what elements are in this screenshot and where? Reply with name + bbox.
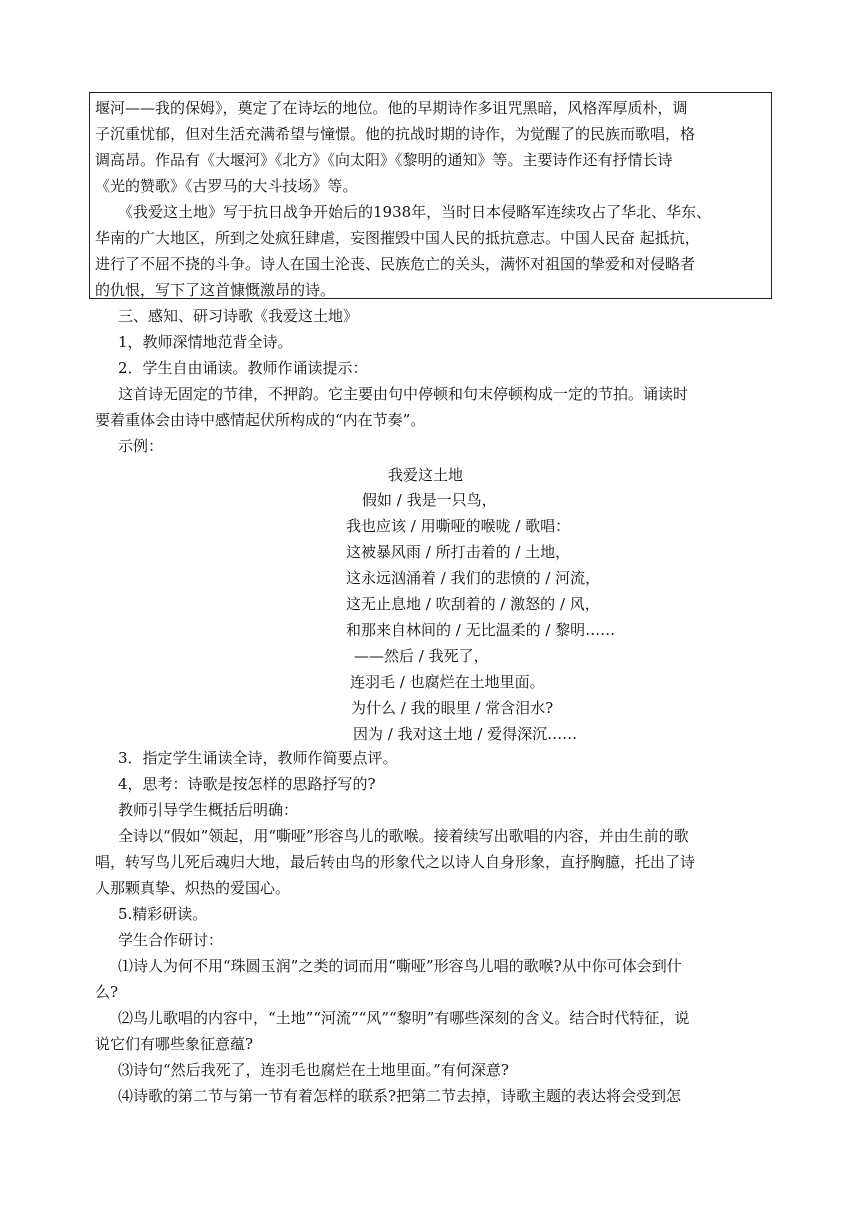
answer-line-3: 人那颗真挚、炽热的爱国心。 xyxy=(95,879,291,897)
intro-line-8: 的仇恨，写下了这首慷慨激昂的诗。 xyxy=(95,281,336,299)
poem-line: 这被暴风雨 / 所打击着的 / 土地， xyxy=(346,543,571,561)
teacher-guide: 教师引导学生概括后明确： xyxy=(118,801,299,819)
question-2-line-1: ⑵鸟儿歌唱的内容中，“土地”“河流”“风”“黎明”有哪些深刻的含义。结合时代特征，说 xyxy=(118,1009,690,1027)
intro-line-5: 《我爱这土地》写于抗日战争开始后的1938年，当时日本侵略军连续攻占了华北、华东、 xyxy=(118,203,712,221)
intro-line-3: 调高昂。作品有《大堰河》《北方》《向太阳》《黎明的通知》等。主要诗作还有抒情长诗 xyxy=(95,151,673,169)
step-5: 5.精彩研读。 xyxy=(118,905,208,923)
intro-line-7: 进行了不屈不挠的斗争。诗人在国土沦丧、民族危亡的关头，满怀对祖国的挚爱和对侵略者 xyxy=(95,255,696,273)
section-heading: 三、感知、研习诗歌《我爱这土地》 xyxy=(118,307,359,325)
poem-line: 我也应该 / 用嘶哑的喉咙 / 歌唱： xyxy=(346,517,571,535)
poem-line: 因为 / 我对这土地 / 爱得深沉…… xyxy=(353,725,578,743)
question-1-line-1: ⑴诗人为何不用“珠圆玉润”之类的词而用“嘶哑”形容鸟儿唱的歌喉?从中你可体会到什 xyxy=(118,957,682,975)
step-2: 2．学生自由诵读。教师作诵读提示： xyxy=(118,359,368,377)
poem-line: 为什么 / 我的眼里 / 常含泪水? xyxy=(351,699,554,717)
question-4: ⑷诗歌的第二节与第一节有着怎样的联系?把第二节去掉，诗歌主题的表达将会受到怎 xyxy=(118,1087,682,1105)
example-label: 示例： xyxy=(118,437,164,455)
question-2-line-2: 说它们有哪些象征意蕴? xyxy=(95,1035,254,1053)
cooperation-label: 学生合作研讨： xyxy=(118,931,224,949)
poem-line: 和那来自林间的 / 无比温柔的 / 黎明…… xyxy=(346,621,616,639)
intro-line-6: 华南的广大地区，所到之处疯狂肆虐，妄图摧毁中国人民的抵抗意志。中国人民奋 起抵抗， xyxy=(95,229,700,247)
question-1-line-2: 么? xyxy=(95,983,119,1001)
poem-line: ——然后 / 我死了， xyxy=(354,647,489,665)
poem-line: 这永远汹涌着 / 我们的悲愤的 / 河流， xyxy=(346,569,601,587)
poem-line: 这无止息地 / 吹刮着的 / 激怒的 / 风， xyxy=(346,595,600,613)
intro-line-1: 堰河——我的保姆》，奠定了在诗坛的地位。他的早期诗作多诅咒黑暗，风格浑厚质朴，调 xyxy=(95,99,688,117)
answer-line-1: 全诗以“假如”领起，用“嘶哑”形容鸟儿的歌喉。接着续写出歌唱的内容，并由生前的歌 xyxy=(118,827,689,845)
intro-line-2: 子沉重忧郁，但对生活充满希望与憧憬。他的抗战时期的诗作，为觉醒了的民族而歌唱，格 xyxy=(95,125,696,143)
step-3: 3．指定学生诵读全诗，教师作简要点评。 xyxy=(118,749,398,767)
reading-tip-2: 要着重体会由诗中感情起伏所构成的“内在节奏”。 xyxy=(95,411,426,429)
poem-line: 假如 / 我是一只鸟， xyxy=(362,491,497,509)
poem-title: 我爱这土地 xyxy=(388,466,464,484)
answer-line-2: 唱，转写鸟儿死后魂归大地，最后转由鸟的形象代之以诗人自身形象，直抒胸臆，托出了诗 xyxy=(95,853,696,871)
poem-line: 连羽毛 / 也腐烂在土地里面。 xyxy=(350,673,545,691)
question-3: ⑶诗句“然后我死了，连羽毛也腐烂在土地里面。”有何深意? xyxy=(118,1061,509,1079)
step-1: 1，教师深情地范背全诗。 xyxy=(118,333,293,351)
step-4: 4，思考：诗歌是按怎样的思路抒写的? xyxy=(118,775,376,793)
intro-line-4: 《光的赞歌》《古罗马的大斗技场》等。 xyxy=(95,177,358,195)
reading-tip-1: 这首诗无固定的节律，不押韵。它主要由句中停顿和句末停顿构成一定的节拍。诵读时 xyxy=(118,385,689,403)
